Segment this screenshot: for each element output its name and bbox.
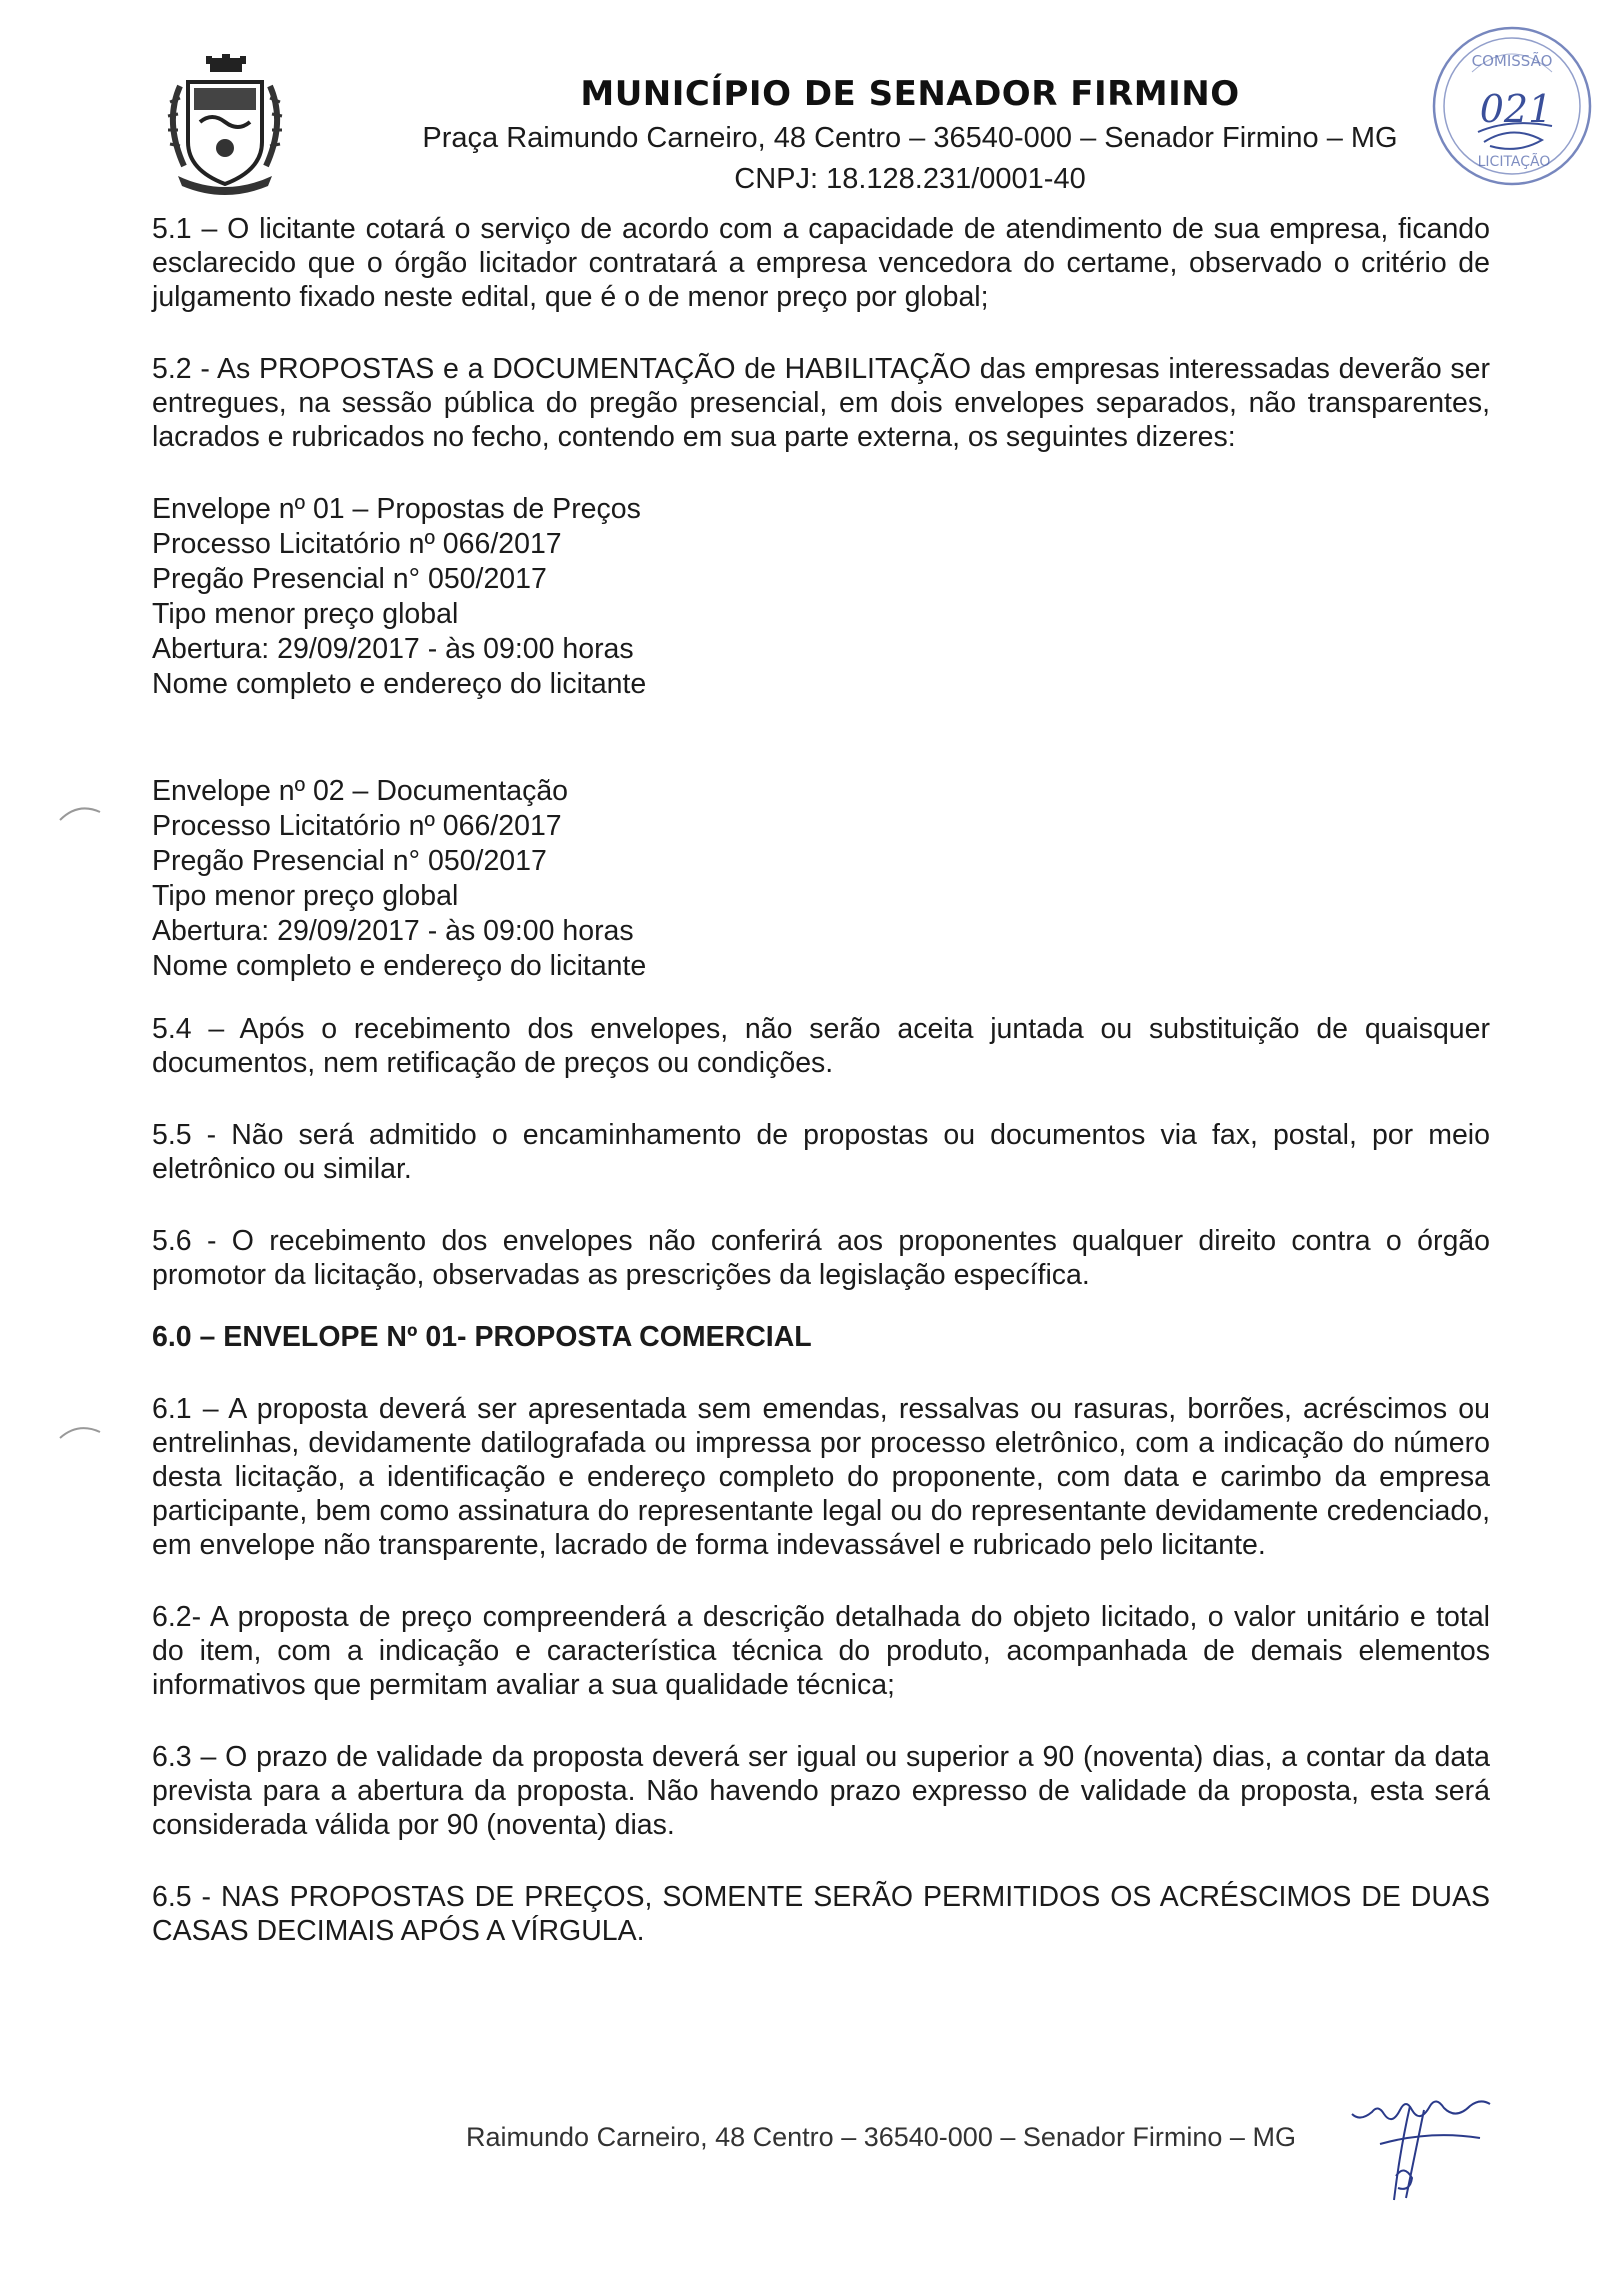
coat-of-arms-logo bbox=[150, 52, 300, 202]
envelope-2-pregao: Pregão Presencial n° 050/2017 bbox=[152, 845, 547, 877]
envelope-2-block bbox=[152, 774, 1490, 984]
clause-6-1: 6.1 – A proposta deverá ser apresentada sem emendas, ressalvas ou rasuras, borrões, acréscimos ou entrelinhas, devidamente datilografada ou impressa por processo eletrônico, com a indicação do número desta licitação, a identificação e endereço completo do proponente, com data e carimbo da empresa participante, bem como assinatura do representante legal ou do representante devidamente credenciado, em envelope não transparente, lacrado de forma indevassável e rubricado pelo licitante. bbox=[152, 1393, 1490, 1561]
header-cnpj: CNPJ: 18.128.231/0001-40 bbox=[734, 163, 1086, 195]
document-body bbox=[152, 212, 1490, 1948]
margin-mark bbox=[56, 798, 106, 828]
footer-address: Raimundo Carneiro, 48 Centro – 36540-000 – Senador Firmino – MG bbox=[466, 2122, 1296, 2152]
envelope-1-opening: Abertura: 29/09/2017 - às 09:00 horas bbox=[152, 633, 634, 665]
clause-6-2: 6.2- A proposta de preço compreenderá a descrição detalhada do objeto licitado, o valor unitário e total do item, com a indicação e característica técnica do produto, acompanhada de demais elementos informativos que permitam avaliar a sua qualidade técnica; bbox=[152, 1601, 1490, 1701]
envelope-1-title: Envelope nº 01 – Propostas de Preços bbox=[152, 493, 641, 525]
envelope-2-process: Processo Licitatório nº 066/2017 bbox=[152, 810, 562, 842]
header-address: Praça Raimundo Carneiro, 48 Centro – 36540-000 – Senador Firmino – MG bbox=[422, 122, 1398, 154]
clause-5-6: 5.6 - O recebimento dos envelopes não conferirá aos proponentes qualquer direito contra o órgão promotor da licitação, observadas as prescrições da legislação específica. bbox=[152, 1225, 1490, 1291]
envelope-2-type: Tipo menor preço global bbox=[152, 880, 459, 912]
envelope-1-block bbox=[152, 492, 1490, 702]
envelope-2-name: Nome completo e endereço do licitante bbox=[152, 950, 647, 982]
clause-5-2: 5.2 - As PROPOSTAS e a DOCUMENTAÇÃO de HABILITAÇÃO das empresas interessadas deverão ser entregues, na sessão pública do pregão presencial, em dois envelopes separados, não transparentes, lacrados e rubricados no fecho, contendo em sua parte externa, os seguintes dizeres: bbox=[152, 353, 1490, 453]
clause-5-4: 5.4 – Após o recebimento dos envelopes, não serão aceita juntada ou substituição de quaisquer documentos, nem retificação de preços ou condições. bbox=[152, 1013, 1490, 1079]
clause-5-5: 5.5 - Não será admitido o encaminhamento de propostas ou documentos via fax, postal, por meio eletrônico ou similar. bbox=[152, 1119, 1490, 1185]
envelope-2-opening: Abertura: 29/09/2017 - às 09:00 horas bbox=[152, 915, 634, 947]
clause-6-3: 6.3 – O prazo de validade da proposta deverá ser igual ou superior a 90 (noventa) dias, a contar da data prevista para a abertura da proposta. Não havendo prazo expresso de validade da proposta, esta será considerada válida por 90 (noventa) dias. bbox=[152, 1741, 1490, 1841]
stamp-bottom-text: LICITAÇÃO bbox=[1477, 154, 1551, 170]
envelope-1-process: Processo Licitatório nº 066/2017 bbox=[152, 528, 562, 560]
letterhead bbox=[380, 74, 1440, 196]
margin-mark bbox=[56, 1418, 106, 1448]
stamp-top-text: COMISSÃO bbox=[1471, 52, 1553, 70]
handwritten-signature bbox=[1340, 2080, 1530, 2210]
envelope-1-pregao: Pregão Presencial n° 050/2017 bbox=[152, 563, 547, 595]
envelope-2-title: Envelope nº 02 – Documentação bbox=[152, 775, 569, 807]
envelope-1-name: Nome completo e endereço do licitante bbox=[152, 668, 647, 700]
clause-5-1: 5.1 – O licitante cotará o serviço de acordo com a capacidade de atendimento de sua empresa, ficando esclarecido que o órgão licitador contratará a empresa vencedora do certame, observado o critério de julgamento fixado neste edital, que é o de menor preço por global; bbox=[152, 213, 1490, 313]
section-heading-6: 6.0 – ENVELOPE Nº 01- PROPOSTA COMERCIAL bbox=[152, 1321, 812, 1353]
envelope-1-type: Tipo menor preço global bbox=[152, 598, 459, 630]
commission-stamp bbox=[1418, 14, 1598, 194]
clause-6-5: 6.5 - NAS PROPOSTAS DE PREÇOS, SOMENTE SERÃO PERMITIDOS OS ACRÉSCIMOS DE DUAS CASAS DECIMAIS APÓS A VÍRGULA. bbox=[152, 1881, 1490, 1947]
stamp-page-number: 021 bbox=[1479, 87, 1553, 131]
municipality-name: MUNICÍPIO DE SENADOR FIRMINO bbox=[580, 74, 1240, 114]
